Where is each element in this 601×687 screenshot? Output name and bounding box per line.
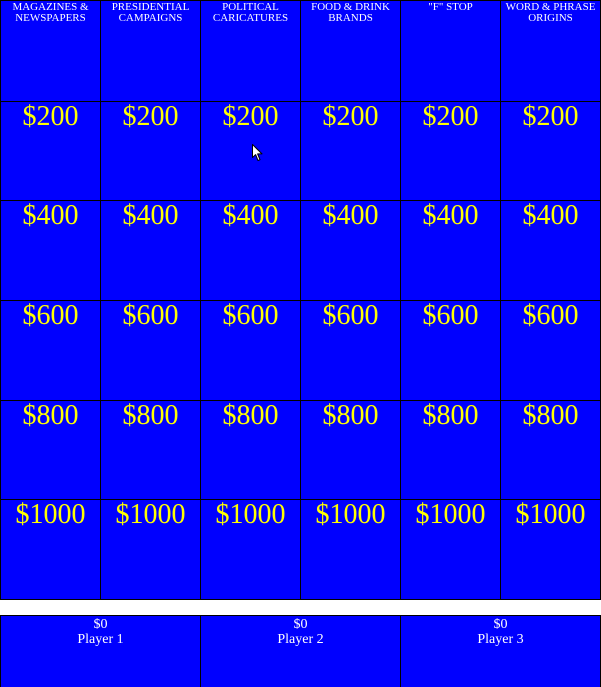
clue-cell[interactable] — [101, 201, 201, 301]
clue-value: $1000 — [415, 499, 486, 531]
clue-value: $400 — [122, 200, 179, 232]
clue-value: $400 — [422, 200, 479, 232]
clue-value: $200 — [322, 100, 379, 132]
clue-value: $1000 — [215, 499, 286, 531]
clue-cell[interactable] — [501, 300, 601, 400]
clue-cell[interactable] — [1, 400, 101, 500]
clue-value: $200 — [422, 100, 479, 132]
clue-cell[interactable] — [501, 101, 601, 201]
player-score: $0 — [293, 617, 308, 632]
clue-cell[interactable] — [101, 500, 201, 600]
clue-cell[interactable] — [201, 500, 301, 600]
clue-cell[interactable] — [401, 400, 501, 500]
clue-cell[interactable] — [501, 500, 601, 600]
mouse-pointer-icon — [252, 144, 264, 162]
clue-cell[interactable] — [401, 300, 501, 400]
clue-cell[interactable] — [1, 101, 101, 201]
clue-cell[interactable] — [301, 201, 401, 301]
clue-value: $600 — [522, 299, 579, 331]
scoreboard — [0, 615, 601, 687]
clue-cell[interactable] — [201, 201, 301, 301]
player-panel — [201, 616, 401, 687]
clue-cell[interactable] — [301, 500, 401, 600]
clue-value: $800 — [422, 399, 479, 431]
clue-value: $600 — [122, 299, 179, 331]
clue-value: $800 — [522, 399, 579, 431]
clue-cell[interactable] — [501, 201, 601, 301]
clue-row-400 — [1, 201, 601, 301]
clue-value: $400 — [22, 200, 79, 232]
clue-cell[interactable] — [301, 101, 401, 201]
clue-value: $200 — [122, 100, 179, 132]
clue-value: $600 — [222, 299, 279, 331]
clue-cell[interactable] — [101, 400, 201, 500]
clue-cell[interactable] — [1, 300, 101, 400]
clue-cell[interactable] — [501, 400, 601, 500]
clue-value: $1000 — [315, 499, 386, 531]
clue-value: $600 — [22, 299, 79, 331]
player-score: $0 — [93, 617, 108, 632]
clue-row-800 — [1, 400, 601, 500]
clue-cell[interactable] — [201, 300, 301, 400]
clue-value: $800 — [222, 399, 279, 431]
player-name: Player 1 — [77, 632, 124, 647]
clue-value: $200 — [522, 100, 579, 132]
clue-value: $400 — [522, 200, 579, 232]
clue-value: $200 — [22, 100, 79, 132]
category-header: WORD & PHRASE ORIGINS — [501, 1, 601, 102]
clue-value: $400 — [222, 200, 279, 232]
category-header: PRESIDENTIAL CAMPAIGNS — [101, 1, 201, 102]
clue-cell[interactable] — [201, 101, 301, 201]
clue-value: $600 — [422, 299, 479, 331]
clue-row-200 — [1, 101, 601, 201]
clue-value: $1000 — [515, 499, 586, 531]
clue-value: $800 — [122, 399, 179, 431]
clue-cell[interactable] — [301, 300, 401, 400]
player-panel — [401, 616, 601, 687]
clue-value: $400 — [322, 200, 379, 232]
clue-cell[interactable] — [1, 201, 101, 301]
clue-cell[interactable] — [401, 101, 501, 201]
clue-value: $1000 — [115, 499, 186, 531]
clue-value: $200 — [222, 100, 279, 132]
clue-cell[interactable] — [201, 400, 301, 500]
clue-value: $800 — [322, 399, 379, 431]
scoreboard-row — [1, 616, 601, 687]
clue-value: $600 — [322, 299, 379, 331]
category-row — [1, 1, 601, 102]
clue-value: $800 — [22, 399, 79, 431]
clue-cell[interactable] — [401, 500, 501, 600]
clue-cell[interactable] — [301, 400, 401, 500]
clue-row-1000 — [1, 500, 601, 600]
player-score: $0 — [493, 617, 508, 632]
category-header: FOOD & DRINK BRANDS — [301, 1, 401, 102]
clue-row-600 — [1, 300, 601, 400]
clue-value: $1000 — [15, 499, 86, 531]
clue-cell[interactable] — [1, 500, 101, 600]
category-header: POLITICAL CARICATURES — [201, 1, 301, 102]
player-name: Player 3 — [477, 632, 524, 647]
player-panel — [1, 616, 201, 687]
category-header: MAGAZINES & NEWSPAPERS — [1, 1, 101, 102]
category-header: "F" STOP — [401, 1, 501, 102]
clue-cell[interactable] — [101, 101, 201, 201]
clue-cell[interactable] — [401, 201, 501, 301]
clue-cell[interactable] — [101, 300, 201, 400]
player-name: Player 2 — [277, 632, 324, 647]
